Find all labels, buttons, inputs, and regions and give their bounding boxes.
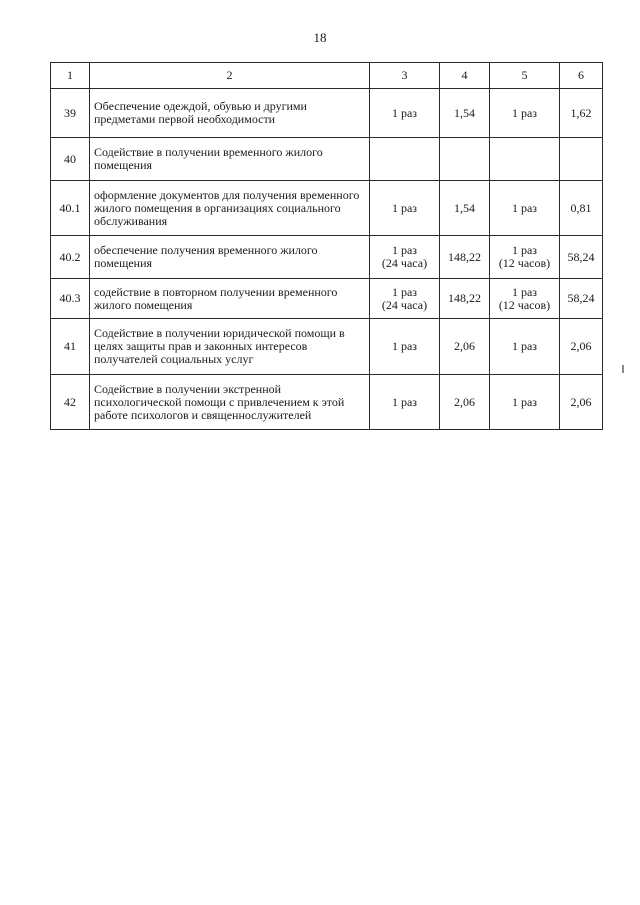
frequency-text: 1 раз [391,339,418,353]
column-header: 2 [90,63,370,89]
frequency-duration: (24 часа) [381,297,428,312]
frequency-text: 1 раз [511,105,538,120]
row-number: 40 [51,138,90,181]
value-cell: 0,81 [560,181,603,236]
frequency-cell [490,279,560,319]
table-row [51,89,603,138]
frequency-duration: (12 часов) [498,256,551,270]
frequency-cell [370,375,440,430]
column-header: 4 [440,63,490,89]
scan-edge-mark [622,365,624,373]
frequency-text: 1 раз [511,243,538,257]
frequency-cell [490,138,560,181]
value-cell: 2,06 [440,375,490,430]
frequency-cell [490,89,560,138]
frequency-text: 1 раз [511,284,538,299]
frequency-cell [370,236,440,279]
frequency-text: 1 раз [511,394,538,409]
frequency-cell [370,319,440,375]
value-cell: 1,54 [440,89,490,138]
row-number: 42 [51,375,90,430]
frequency-text: 1 раз [511,339,538,353]
table-row [51,138,603,181]
frequency-text: 1 раз [511,200,538,215]
frequency-cell [490,236,560,279]
value-cell: 148,22 [440,279,490,319]
table-row [51,375,603,430]
value-cell: 58,24 [560,279,603,319]
service-description: содействие в повторном получении временного жилого помещения [90,279,370,319]
value-cell: 2,06 [560,375,603,430]
value-cell: 1,62 [560,89,603,138]
table-header-row [51,63,603,89]
service-description: обеспечение получения временного жилого помещения [90,236,370,279]
frequency-cell [370,279,440,319]
row-number: 40.2 [51,236,90,279]
row-number: 39 [51,89,90,138]
value-cell: 2,06 [560,319,603,375]
services-table [50,62,603,430]
table-row [51,279,603,319]
service-description: Содействие в получении временного жилого помещения [90,138,370,181]
column-header: 3 [370,63,440,89]
frequency-cell [490,181,560,236]
table-row [51,181,603,236]
frequency-cell [490,375,560,430]
value-cell: 2,06 [440,319,490,375]
value-cell: 58,24 [560,236,603,279]
row-number: 40.3 [51,279,90,319]
table-row [51,236,603,279]
value-cell: 148,22 [440,236,490,279]
value-cell: 1,54 [440,181,490,236]
frequency-cell [370,89,440,138]
service-description: оформление документов для получения временного жилого помещения в организациях социального обслуживания [90,181,370,236]
value-cell [560,138,603,181]
frequency-text: 1 раз [391,105,418,120]
frequency-cell [370,181,440,236]
frequency-text: 1 раз [391,284,418,299]
page-number: 18 [313,30,327,45]
service-description: Обеспечение одеждой, обувью и другими предметами первой необходимости [90,89,370,138]
frequency-text: 1 раз [391,394,418,409]
service-description: Содействие в получении юридической помощи в целях защиты прав и законных интересов получателей социальных услуг [90,319,370,375]
frequency-cell [370,138,440,181]
row-number: 40.1 [51,181,90,236]
table-row [51,319,603,375]
row-number: 41 [51,319,90,375]
frequency-cell [490,319,560,375]
frequency-text: 1 раз [391,200,418,215]
value-cell [440,138,490,181]
service-description: Содействие в получении экстренной психологической помощи с привлечением к этой работе психологов и священнослужителей [90,375,370,430]
frequency-duration: (24 часа) [381,256,428,270]
column-header: 1 [51,63,90,89]
column-header: 5 [490,63,560,89]
frequency-duration: (12 часов) [498,297,551,312]
frequency-text: 1 раз [391,243,418,257]
column-header: 6 [560,63,603,89]
